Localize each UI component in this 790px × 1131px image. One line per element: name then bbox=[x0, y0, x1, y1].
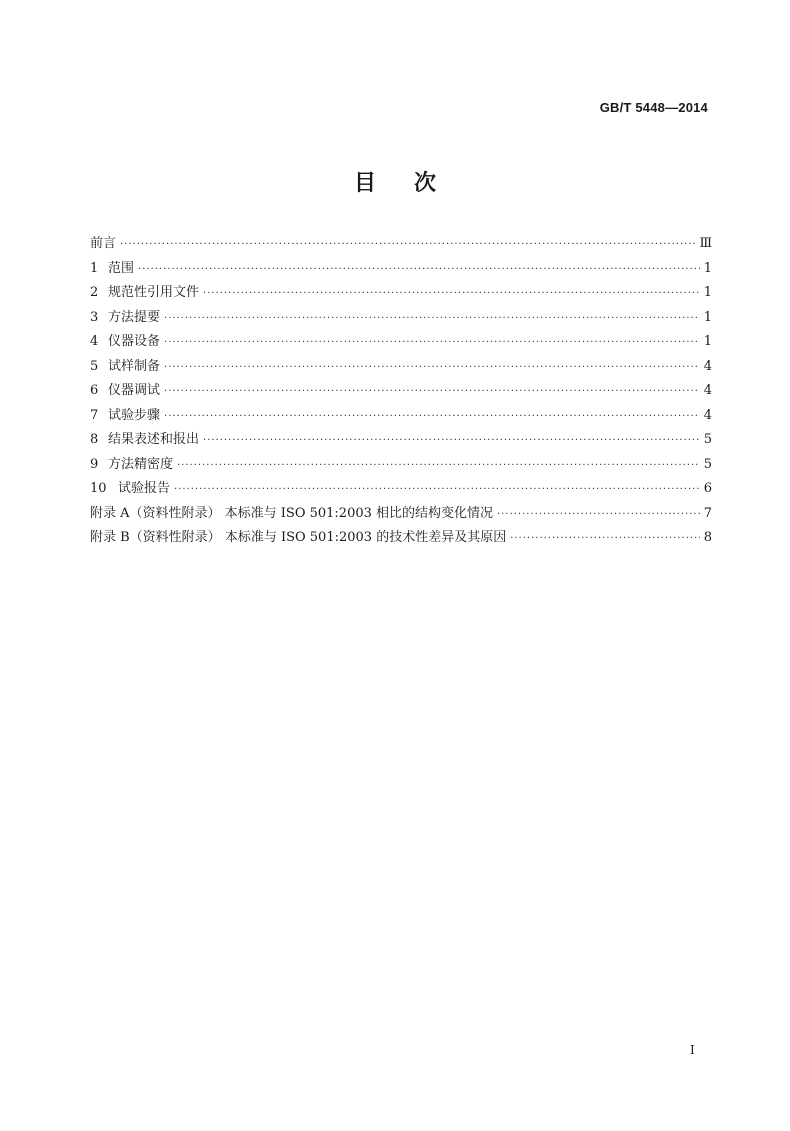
toc-leader-dots bbox=[203, 282, 700, 307]
toc-leader-dots bbox=[497, 503, 700, 528]
toc-page-number: 1 bbox=[703, 285, 712, 300]
toc-entry-5[interactable] bbox=[90, 355, 712, 380]
toc-entry-label bbox=[90, 330, 164, 355]
toc-entry-title: 附录 A（资料性附录） 本标准与 ISO 501:2003 相比的结构变化情况 bbox=[90, 505, 494, 521]
toc-entry-label bbox=[90, 306, 164, 331]
toc-entry-1[interactable] bbox=[90, 257, 712, 282]
toc-page-number: Ⅲ bbox=[699, 236, 712, 251]
toc-entry-annex-b[interactable] bbox=[90, 526, 712, 551]
toc-entry-6[interactable] bbox=[90, 379, 712, 404]
toc-entry-9[interactable] bbox=[90, 453, 712, 478]
toc-leader-dots bbox=[120, 233, 697, 258]
toc-entry-label bbox=[90, 477, 174, 502]
toc-leader-dots bbox=[510, 527, 700, 552]
toc-entry-number: 5 bbox=[90, 358, 99, 374]
toc-entry-title: 试验步骤 bbox=[108, 407, 161, 423]
toc-leader-dots bbox=[203, 429, 700, 454]
toc-entry-10[interactable] bbox=[90, 477, 712, 502]
toc-entry-title: 仪器调试 bbox=[108, 383, 161, 398]
toc-entry-title: 范围 bbox=[108, 260, 135, 276]
toc-page-number: 7 bbox=[703, 505, 712, 521]
toc-entry-annex-a[interactable] bbox=[90, 502, 712, 527]
toc-entry-4[interactable] bbox=[90, 330, 712, 355]
toc-entry-label bbox=[90, 502, 497, 527]
toc-entry-number: 8 bbox=[90, 432, 99, 447]
toc-page-number: 4 bbox=[703, 358, 712, 374]
toc-entry-8[interactable] bbox=[90, 428, 712, 453]
toc-leader-dots bbox=[174, 478, 700, 503]
toc-entry-label bbox=[90, 379, 164, 404]
toc-entry-number: 10 bbox=[90, 481, 107, 496]
toc-leader-dots bbox=[164, 380, 700, 405]
toc-leader-dots bbox=[164, 356, 700, 381]
toc-leader-dots bbox=[164, 307, 700, 332]
toc-page-number: 4 bbox=[703, 383, 712, 398]
toc-page-number: 6 bbox=[703, 481, 712, 496]
toc-entry-label bbox=[90, 281, 203, 306]
toc-entry-label bbox=[90, 453, 177, 478]
toc-entry-title: 方法提要 bbox=[108, 309, 161, 325]
toc-entry-title: 附录 B（资料性附录） 本标准与 ISO 501:2003 的技术性差异及其原因 bbox=[90, 530, 507, 545]
toc-page-number: 8 bbox=[703, 530, 712, 545]
toc-leader-dots bbox=[164, 405, 700, 430]
toc-entry-label bbox=[90, 232, 120, 257]
toc-entry-number: 9 bbox=[90, 456, 99, 472]
toc-leader-dots bbox=[138, 258, 700, 283]
toc-entry-label bbox=[90, 257, 138, 282]
toc-leader-dots bbox=[164, 331, 700, 356]
toc-page-number: 5 bbox=[703, 432, 712, 447]
toc-entry-title: 前言 bbox=[90, 236, 117, 251]
toc-entry-7[interactable] bbox=[90, 404, 712, 429]
toc-entry-title: 规范性引用文件 bbox=[108, 285, 200, 300]
page-title: 目次 bbox=[353, 171, 474, 196]
toc-page-number: 5 bbox=[703, 456, 712, 472]
toc-entry-label bbox=[90, 355, 164, 380]
footer-page-number: I bbox=[690, 1043, 695, 1057]
toc-entry-title: 试验报告 bbox=[118, 481, 171, 496]
toc-entry-title: 方法精密度 bbox=[108, 456, 174, 472]
toc-entry-foreword[interactable] bbox=[90, 232, 712, 257]
toc-entry-title: 结果表述和报出 bbox=[108, 432, 200, 447]
toc-entry-number: 3 bbox=[90, 309, 99, 325]
toc-entry-2[interactable] bbox=[90, 281, 712, 306]
standard-number: GB/T 5448—2014 bbox=[599, 100, 708, 115]
toc-entry-label bbox=[90, 428, 203, 453]
table-of-contents bbox=[90, 232, 712, 551]
toc-entry-number: 6 bbox=[90, 383, 99, 398]
toc-entry-number: 2 bbox=[90, 285, 99, 300]
toc-entry-number: 4 bbox=[90, 334, 99, 349]
toc-page-number: 1 bbox=[703, 334, 712, 349]
toc-entry-number: 1 bbox=[90, 260, 99, 276]
toc-entry-label bbox=[90, 526, 510, 551]
toc-page-number: 4 bbox=[703, 407, 712, 423]
toc-entry-label bbox=[90, 404, 164, 429]
toc-entry-title: 试样制备 bbox=[108, 358, 161, 374]
toc-entry-title: 仪器设备 bbox=[108, 334, 161, 349]
toc-page-number: 1 bbox=[703, 309, 712, 325]
toc-leader-dots bbox=[177, 454, 700, 479]
toc-entry-number: 7 bbox=[90, 407, 99, 423]
toc-entry-3[interactable] bbox=[90, 306, 712, 331]
toc-page-number: 1 bbox=[703, 260, 712, 276]
